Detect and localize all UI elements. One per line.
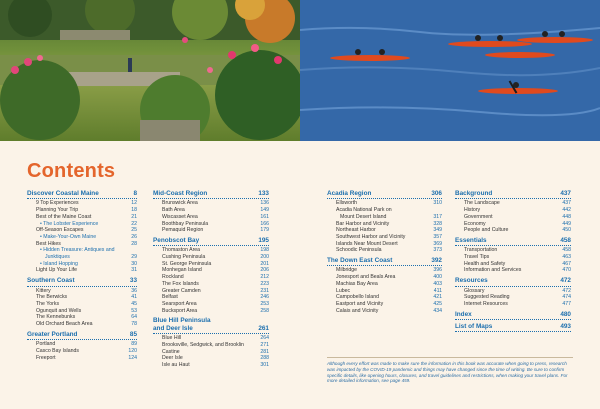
toc-entry[interactable]: [455, 254, 571, 261]
toc-entry[interactable]: [153, 227, 269, 234]
toc-entry-page: 373: [433, 247, 442, 254]
toc-entry[interactable]: [327, 274, 442, 281]
toc-section[interactable]: [327, 190, 442, 197]
toc-entry-page: 434: [433, 307, 442, 314]
toc-entry[interactable]: [455, 227, 571, 234]
toc-entry[interactable]: [27, 207, 137, 214]
toc-entry[interactable]: [153, 288, 269, 295]
toc-entry[interactable]: [27, 314, 137, 321]
toc-entry-label: • Make-Your-Own Maine: [40, 233, 97, 240]
toc-entry[interactable]: [327, 294, 442, 301]
toc-entry-page: 29: [131, 254, 137, 261]
toc-section[interactable]: [153, 190, 269, 197]
toc-entry[interactable]: [455, 221, 571, 228]
toc-entry-page: 317: [433, 213, 442, 220]
toc-entry-label: Monhegan Island: [162, 267, 202, 274]
toc-section-label: The Down East Coast: [327, 257, 393, 265]
toc-entry-page: 425: [433, 300, 442, 307]
toc-entry[interactable]: [153, 274, 269, 281]
toc-entry-page: 281: [260, 348, 269, 355]
toc-entry[interactable]: [153, 261, 269, 268]
toc-entry-page: 30: [131, 260, 137, 267]
toc-entry-label: Ogunquit and Wells: [36, 307, 82, 314]
toc-entry[interactable]: [27, 254, 137, 261]
toc-entry-label: Old Orchard Beach Area: [36, 321, 93, 328]
toc-column-3: [327, 190, 442, 314]
toc-entry[interactable]: [455, 261, 571, 268]
toc-entry[interactable]: [27, 227, 137, 234]
toc-entry-label: Bar Harbor and Vicinity: [336, 220, 390, 227]
toc-entry-label: Islands Near Mount Desert: [336, 240, 398, 247]
toc-entry[interactable]: [327, 214, 442, 221]
toc-entry-label: The Kennebunks: [36, 314, 76, 321]
kayak-photo: [300, 0, 600, 141]
toc-entry[interactable]: [27, 288, 137, 295]
toc-entry[interactable]: [153, 335, 269, 342]
toc-entry-page: 12: [131, 200, 137, 207]
toc-entry-page: 437: [562, 200, 571, 207]
section-divider: [455, 319, 571, 320]
toc-entry[interactable]: [153, 200, 269, 207]
section-divider: [455, 286, 571, 287]
toc-entry[interactable]: [27, 247, 137, 254]
toc-section-page: 133: [258, 190, 269, 197]
toc-entry-page: 411: [433, 287, 442, 294]
toc-entry-page: 206: [260, 267, 269, 274]
toc-entry-page: 369: [433, 240, 442, 247]
toc-entry[interactable]: [153, 301, 269, 308]
toc-section-page: 8: [133, 190, 137, 197]
toc-entry-page: 288: [260, 355, 269, 362]
toc-entry[interactable]: [327, 221, 442, 228]
toc-section-page: 480: [560, 310, 571, 318]
toc-entry[interactable]: [455, 294, 571, 301]
toc-entry-label: Calais and Vicinity: [336, 307, 379, 314]
toc-entry-page: 463: [562, 254, 571, 261]
toc-entry[interactable]: [27, 341, 137, 348]
toc-entry-page: 200: [260, 254, 269, 261]
toc-entry-label: Belfast: [162, 294, 178, 301]
toc-entry[interactable]: [327, 308, 442, 315]
section-divider: [27, 339, 137, 340]
toc-entry-label: • The Lobster Experience: [40, 220, 99, 227]
toc-entry-label: Isle au Haut: [162, 361, 190, 368]
toc-section-label: Background: [455, 190, 493, 197]
toc-entry[interactable]: [153, 207, 269, 214]
toc-section-label: Greater Portland: [27, 330, 78, 338]
toc-entry-page: 231: [260, 287, 269, 294]
toc-entry[interactable]: [27, 234, 137, 241]
toc-entry-page: 421: [433, 294, 442, 301]
toc-entry[interactable]: [455, 288, 571, 295]
toc-entry-page: 450: [562, 227, 571, 234]
toc-entry-page: 310: [433, 200, 442, 207]
toc-entry-page: 198: [260, 247, 269, 254]
toc-entry-page: 328: [433, 220, 442, 227]
toc-entry-label: Health and Safety: [464, 260, 506, 267]
toc-entry[interactable]: [327, 281, 442, 288]
section-divider: [327, 265, 442, 266]
toc-entry-label: Light Up Your Life: [36, 267, 77, 274]
toc-entry-label: Travel Tips: [464, 254, 490, 261]
toc-entry[interactable]: [27, 301, 137, 308]
toc-section[interactable]: [455, 237, 571, 244]
toc-entry-page: 212: [260, 274, 269, 281]
toc-entry-label: Eastport and Vicinity: [336, 300, 384, 307]
toc-entry-label: Government: [464, 213, 493, 220]
toc-entry-page: 26: [131, 233, 137, 240]
section-divider: [455, 245, 571, 246]
toc-entry-page: 448: [562, 213, 571, 220]
section-divider: [153, 333, 269, 334]
toc-section[interactable]: [327, 257, 442, 264]
toc-section-label: Acadia Region: [327, 190, 372, 197]
toc-entry-page: 25: [131, 227, 137, 234]
disclaimer-note: Although every effort was made to make sure the information in this book was accurate when going to press, research was impacted by the COVID-19 pandemic and things may have changed since the time of writing. Be sure to confirm specific details, like opening hours, closures, and travel guidelines and restrictions, when making your travel plans. For more detailed information, see page 459.: [327, 357, 573, 384]
toc-section[interactable]: [455, 323, 571, 330]
toc-entry-page: 28: [131, 240, 137, 247]
toc-section-label: Essentials: [455, 236, 487, 244]
toc-entry-page: 396: [433, 267, 442, 274]
toc-entry[interactable]: [27, 200, 137, 207]
toc-entry-page: 64: [131, 314, 137, 321]
toc-entry-page: 223: [260, 280, 269, 287]
section-divider: [455, 331, 571, 332]
toc-entry-label: Kittery: [36, 287, 51, 294]
toc-entry-page: 458: [562, 247, 571, 254]
toc-entry-label: The Berwicks: [36, 294, 68, 301]
toc-entry-page: 36: [131, 287, 137, 294]
toc-entry-label: Searsport Area: [162, 300, 197, 307]
toc-entry[interactable]: [153, 362, 269, 369]
toc-entry[interactable]: [153, 254, 269, 261]
toc-section[interactable]: [153, 237, 269, 244]
toc-section[interactable]: [455, 190, 571, 197]
toc-entry-label: Ellsworth: [336, 200, 358, 207]
toc-entry-page: 18: [131, 207, 137, 214]
toc-entry[interactable]: [153, 342, 269, 349]
toc-entry-label: Boothbay Peninsula: [162, 220, 209, 227]
toc-entry-page: 161: [260, 213, 269, 220]
toc-section-label[interactable]: Blue Hill Peninsula: [153, 317, 211, 325]
toc-entry-label: Brooksville, Sedgwick, and Brooklin: [162, 341, 244, 348]
toc-section-page: 493: [560, 323, 571, 331]
toc-entry[interactable]: [327, 227, 442, 234]
toc-section-page: 306: [431, 190, 442, 197]
toc-entry[interactable]: [455, 267, 571, 274]
toc-entry-page: 349: [433, 227, 442, 234]
section-divider: [455, 198, 571, 199]
toc-section-label: Resources: [455, 277, 488, 285]
toc-entry-label: Northeast Harbor: [336, 227, 376, 234]
section-divider: [27, 286, 137, 287]
toc-entry[interactable]: [327, 267, 442, 274]
toc-entry-label: • Island Hopping: [40, 260, 78, 267]
toc-entry-page: 264: [260, 335, 269, 342]
toc-entry-label: Jonesport and Beals Area: [336, 274, 396, 281]
toc-entry[interactable]: [27, 267, 137, 274]
toc-entry-label: The Yorks: [36, 300, 60, 307]
toc-section-label: Discover Coastal Maine: [27, 190, 99, 197]
toc-entry[interactable]: [27, 348, 137, 355]
toc-entry-label: Blue Hill: [162, 335, 182, 342]
toc-entry-label: 9 Top Experiences: [36, 200, 79, 207]
toc-entry-label: People and Culture: [464, 227, 509, 234]
toc-column-4: [455, 190, 571, 333]
toc-entry[interactable]: [27, 241, 137, 248]
toc-entry-page: 45: [131, 300, 137, 307]
toc-entry[interactable]: [327, 207, 442, 214]
toc-entry-label: Bath Area: [162, 207, 185, 214]
toc-section[interactable]: [455, 311, 571, 318]
toc-entry-page: 53: [131, 307, 137, 314]
toc-section-page: 195: [258, 236, 269, 244]
toc-entry[interactable]: [327, 301, 442, 308]
toc-entry[interactable]: [455, 247, 571, 254]
toc-entry-page: 470: [562, 267, 571, 274]
toc-section-page: 458: [560, 236, 571, 244]
toc-section-page: 437: [560, 190, 571, 197]
toc-entry-label: Internet Resources: [464, 300, 508, 307]
toc-entry[interactable]: [153, 308, 269, 315]
toc-entry-label: Pemaquid Region: [162, 227, 204, 234]
toc-entry[interactable]: [153, 247, 269, 254]
toc-entry[interactable]: [327, 200, 442, 207]
toc-entry-label: Freeport: [36, 354, 56, 361]
toc-entry-label: Cushing Peninsula: [162, 254, 206, 261]
toc-entry-page: 78: [131, 321, 137, 328]
toc-entry-page: 472: [562, 287, 571, 294]
toc-entry-page: 136: [260, 200, 269, 207]
toc-entry-label: The Landscape: [464, 200, 500, 207]
toc-entry-page: 301: [260, 361, 269, 368]
toc-entry[interactable]: [455, 214, 571, 221]
toc-entry-label: Campobello Island: [336, 294, 379, 301]
toc-entry-label: Southwest Harbor and Vicinity: [336, 233, 406, 240]
toc-section-label-cont: and Deer Isle: [153, 324, 193, 332]
toc-entry[interactable]: [153, 294, 269, 301]
section-divider: [27, 198, 137, 199]
toc-section[interactable]: [455, 277, 571, 284]
toc-entry-page: 166: [260, 220, 269, 227]
toc-entry-page: 449: [562, 220, 571, 227]
toc-column-2: [153, 190, 269, 369]
toc-entry-label: Suggested Reading: [464, 294, 510, 301]
toc-entry-label: Junktiques: [45, 254, 70, 261]
toc-entry-label: Casco Bay Islands: [36, 347, 79, 354]
toc-entry-page: 403: [433, 280, 442, 287]
toc-entry[interactable]: [455, 301, 571, 308]
toc-entry-page: 253: [260, 300, 269, 307]
toc-section-label: Penobscot Bay: [153, 236, 200, 244]
toc-entry-label: Wiscasset Area: [162, 213, 198, 220]
toc-entry-page: 442: [562, 207, 571, 214]
toc-entry-label: St. George Peninsula: [162, 260, 212, 267]
toc-entry-label: Portland: [36, 341, 56, 348]
page-title: Contents: [27, 160, 116, 182]
toc-entry-label: Best Hikes: [36, 240, 61, 247]
toc-section-label: Mid-Coast Region: [153, 190, 208, 197]
toc-entry[interactable]: [153, 267, 269, 274]
toc-entry-page: 258: [260, 307, 269, 314]
toc-entry-label: Castine: [162, 348, 180, 355]
toc-entry-page: 179: [260, 227, 269, 234]
toc-entry-label: Greater Camden: [162, 287, 201, 294]
toc-entry-label: Glossary: [464, 287, 485, 294]
toc-entry-label: Deer Isle: [162, 355, 183, 362]
toc-entry-label: Off-Season Escapes: [36, 227, 84, 234]
toc-entry-label: Bucksport Area: [162, 307, 198, 314]
toc-entry-label: • Hidden Treasure: Antiques and: [40, 247, 115, 254]
toc-entry-page: 31: [131, 267, 137, 274]
section-divider: [153, 245, 269, 246]
toc-section-page: 472: [560, 277, 571, 285]
toc-entry-page: 400: [433, 274, 442, 281]
toc-entry-label: The Fox Islands: [162, 280, 199, 287]
toc-entry[interactable]: [327, 288, 442, 295]
toc-entry[interactable]: [455, 207, 571, 214]
toc-entry-page: 89: [131, 341, 137, 348]
toc-section-label: Index: [455, 310, 472, 318]
toc-entry[interactable]: [27, 308, 137, 315]
toc-entry-label: Best of the Maine Coast: [36, 213, 92, 220]
toc-entry[interactable]: [327, 247, 442, 254]
toc-entry[interactable]: [153, 355, 269, 362]
toc-entry-page: 357: [433, 233, 442, 240]
toc-entry[interactable]: [27, 221, 137, 228]
toc-entry[interactable]: [327, 234, 442, 241]
toc-entry-page: 41: [131, 294, 137, 301]
toc-entry-label: Thomaston Area: [162, 247, 201, 254]
toc-entry-label: History: [464, 207, 481, 214]
toc-section-page: 392: [431, 257, 442, 265]
section-divider: [153, 198, 269, 199]
toc-entry-label: Planning Your Trip: [36, 207, 79, 214]
toc-entry-page: 246: [260, 294, 269, 301]
toc-section-label: List of Maps: [455, 323, 493, 331]
toc-section[interactable]: [27, 331, 137, 338]
toc-entry-page: 149: [260, 207, 269, 214]
toc-section[interactable]: [27, 190, 137, 197]
toc-entry-page: 201: [260, 260, 269, 267]
toc-entry[interactable]: [455, 200, 571, 207]
toc-entry[interactable]: [153, 349, 269, 356]
toc-entry-page: 477: [562, 300, 571, 307]
garden-photo: [0, 0, 300, 141]
toc-section-page: 261: [258, 324, 269, 332]
toc-entry-page: 467: [562, 260, 571, 267]
toc-entry-page: 271: [260, 341, 269, 348]
toc-entry-label: Milbridge: [336, 267, 358, 274]
toc-entry-label: Transportation: [464, 247, 498, 254]
toc-entry-label: Economy: [464, 220, 486, 227]
toc-section[interactable]: [153, 325, 269, 332]
toc-section-page: 85: [129, 330, 137, 338]
toc-entry[interactable]: [27, 214, 137, 221]
toc-entry-label: Schoodic Peninsula: [336, 247, 382, 254]
toc-entry-page: 22: [131, 220, 137, 227]
toc-section-label: Southern Coast: [27, 277, 75, 285]
section-divider: [327, 198, 442, 199]
toc-entry-label: Mount Desert Island: [340, 213, 387, 220]
toc-entry[interactable]: [27, 261, 137, 268]
toc-entry-label: Lubec: [336, 287, 351, 294]
toc-entry-label: Information and Services: [464, 267, 522, 274]
toc-entry-page: 21: [131, 213, 137, 220]
toc-entry[interactable]: [27, 321, 137, 328]
toc-entry[interactable]: [153, 281, 269, 288]
toc-entry[interactable]: [153, 221, 269, 228]
toc-entry-page: 124: [128, 354, 137, 361]
toc-entry[interactable]: [27, 294, 137, 301]
toc-entry-label: Rockland: [162, 274, 184, 281]
toc-entry[interactable]: [27, 355, 137, 362]
toc-entry[interactable]: [153, 214, 269, 221]
toc-entry[interactable]: [327, 241, 442, 248]
toc-column-1: [27, 190, 137, 361]
toc-section-page: 33: [129, 277, 137, 285]
toc-entry-label: Machias Bay Area: [336, 280, 378, 287]
toc-entry-page: 120: [128, 347, 137, 354]
toc-entry-label: Acadia National Park on: [336, 207, 392, 214]
toc-entry-label: Brunswick Area: [162, 200, 198, 207]
toc-entry-page: 474: [562, 294, 571, 301]
toc-section[interactable]: [27, 277, 137, 284]
